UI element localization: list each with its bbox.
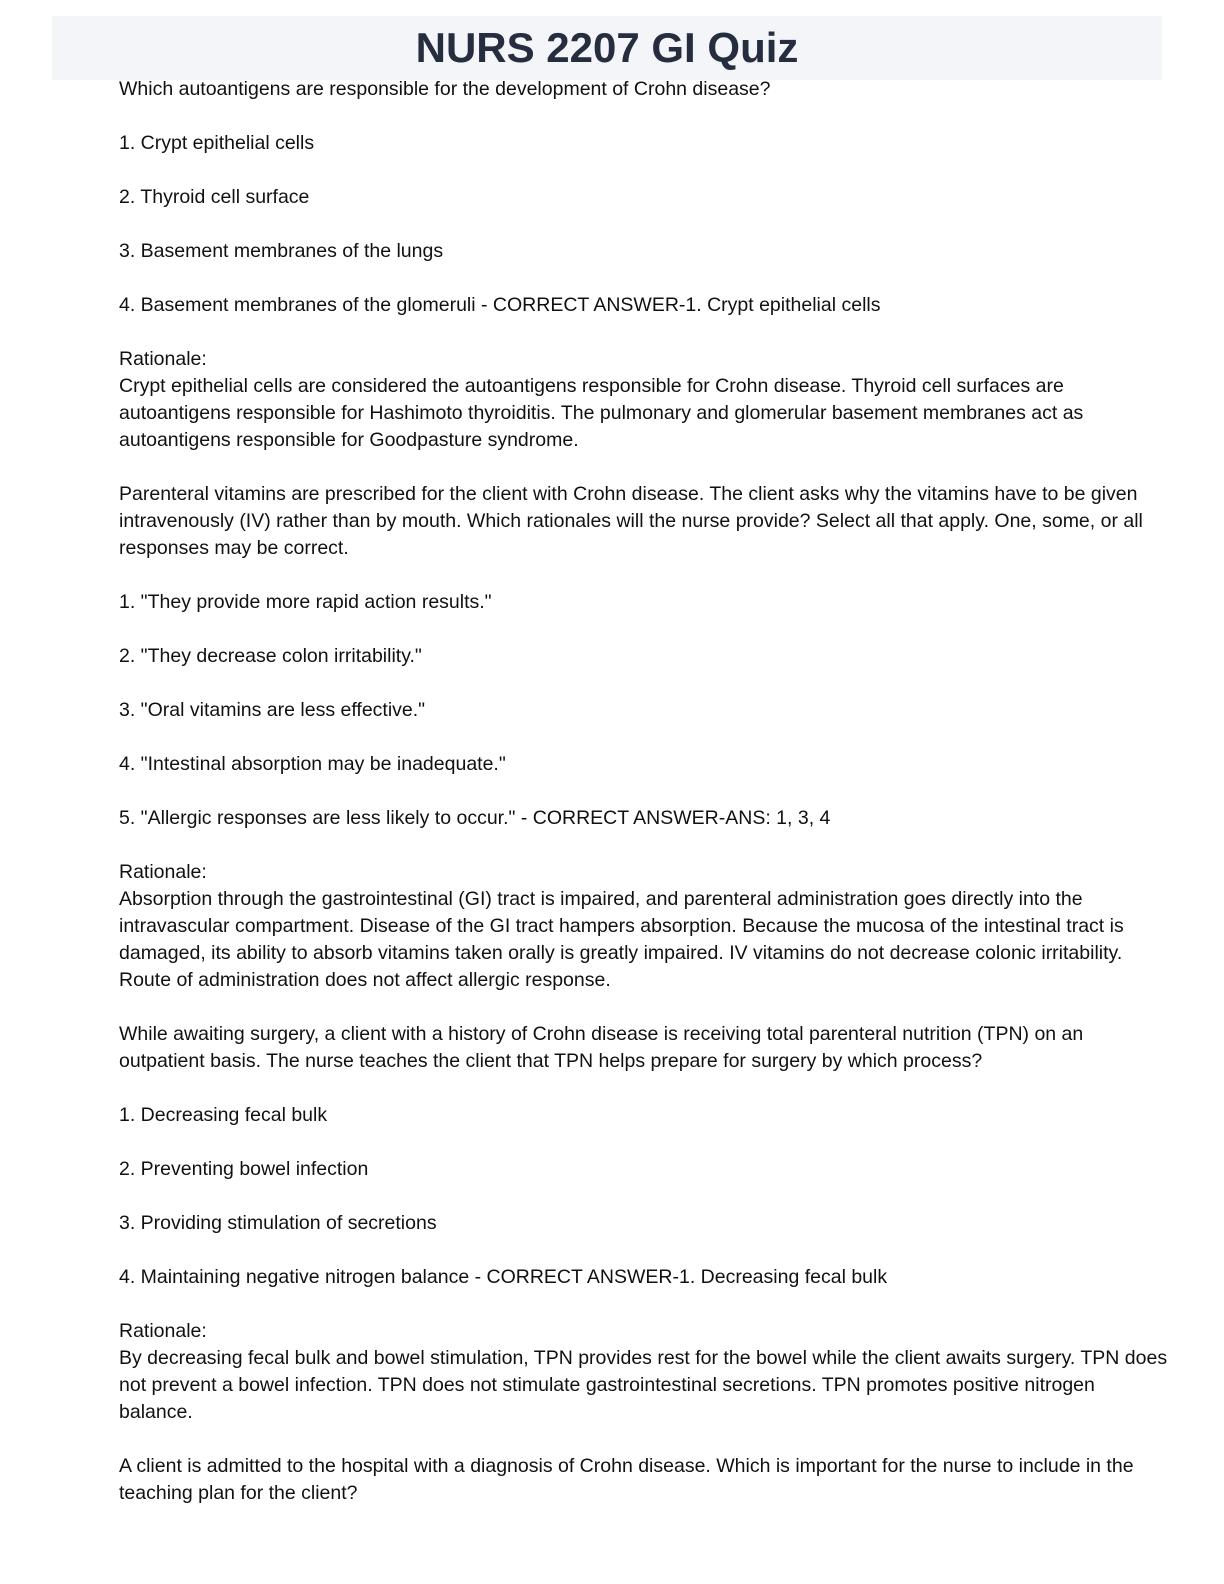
question-4-stem: A client is admitted to the hospital with a diagnosis of Crohn disease. Which is important for the nurse to include in the teaching plan for the client? [119, 1455, 1134, 1504]
question-3-rationale-heading: Rationale: [119, 1320, 207, 1342]
question-2-rationale-text: Absorption through the gastrointestinal (GI) tract is impaired, and parenteral administration goes directly into the intravascular compartment. Disease of the GI tract hampers absorption. Because the mucosa of the intestinal tract is damaged, its ability to absorb vitamins taken orally is greatly impaired. IV vitamins do not decrease colonic irritability. Route of administration does not affect allergic response. [119, 888, 1124, 991]
question-2-option-3: 3. "Oral vitamins are less effective." [119, 699, 426, 721]
question-2-rationale-heading: Rationale: [119, 861, 207, 883]
question-2-option-2: 2. "They decrease colon irritability." [119, 645, 422, 667]
page-title: NURS 2207 GI Quiz [415, 24, 799, 71]
question-3-stem: While awaiting surgery, a client with a history of Crohn disease is receiving total parenteral nutrition (TPN) on an outpatient basis. The nurse teaches the client that TPN helps prepare for surgery by which process? [119, 1023, 1084, 1072]
question-2-option-4: 4. "Intestinal absorption may be inadequate." [119, 753, 506, 775]
question-3-option-2: 2. Preventing bowel infection [119, 1158, 369, 1180]
question-1-stem: Which autoantigens are responsible for the development of Crohn disease? [119, 78, 771, 100]
question-3-option-3: 3. Providing stimulation of secretions [119, 1212, 437, 1234]
question-3-rationale-text: By decreasing fecal bulk and bowel stimulation, TPN provides rest for the bowel while the client awaits surgery. TPN does not prevent a bowel infection. TPN does not stimulate gastrointestinal secretions. TPN promotes positive nitrogen balance. [119, 1347, 1168, 1423]
question-2-stem: Parenteral vitamins are prescribed for the client with Crohn disease. The client asks why the vitamins have to be given intravenously (IV) rather than by mouth. Which rationales will the nurse provide? Select all that apply. One, some, or all responses may be correct. [119, 483, 1143, 559]
question-3-option-4-answer: 4. Maintaining negative nitrogen balance - CORRECT ANSWER-1. Decreasing fecal bulk [119, 1266, 888, 1288]
question-3-option-1: 1. Decreasing fecal bulk [119, 1104, 328, 1126]
question-1-rationale-text: Crypt epithelial cells are considered the autoantigens responsible for Crohn disease. Thyroid cell surfaces are autoantigens responsible for Hashimoto thyroiditis. The pulmonary and glomerular basement membranes act as autoantigens responsible for Goodpasture syndrome. [119, 375, 1084, 451]
question-1-rationale-heading: Rationale: [119, 348, 207, 370]
title-banner [52, 16, 1162, 80]
question-2-option-5-answer: 5. "Allergic responses are less likely to occur." - CORRECT ANSWER-ANS: 1, 3, 4 [119, 807, 831, 829]
question-2-option-1: 1. "They provide more rapid action results." [119, 591, 492, 613]
document-body [119, 76, 1169, 1534]
question-1-option-1: 1. Crypt epithelial cells [119, 132, 315, 154]
question-1-option-2: 2. Thyroid cell surface [119, 186, 310, 208]
question-1-option-3: 3. Basement membranes of the lungs [119, 240, 444, 262]
question-1-option-4-answer: 4. Basement membranes of the glomeruli - CORRECT ANSWER-1. Crypt epithelial cells [119, 294, 881, 316]
